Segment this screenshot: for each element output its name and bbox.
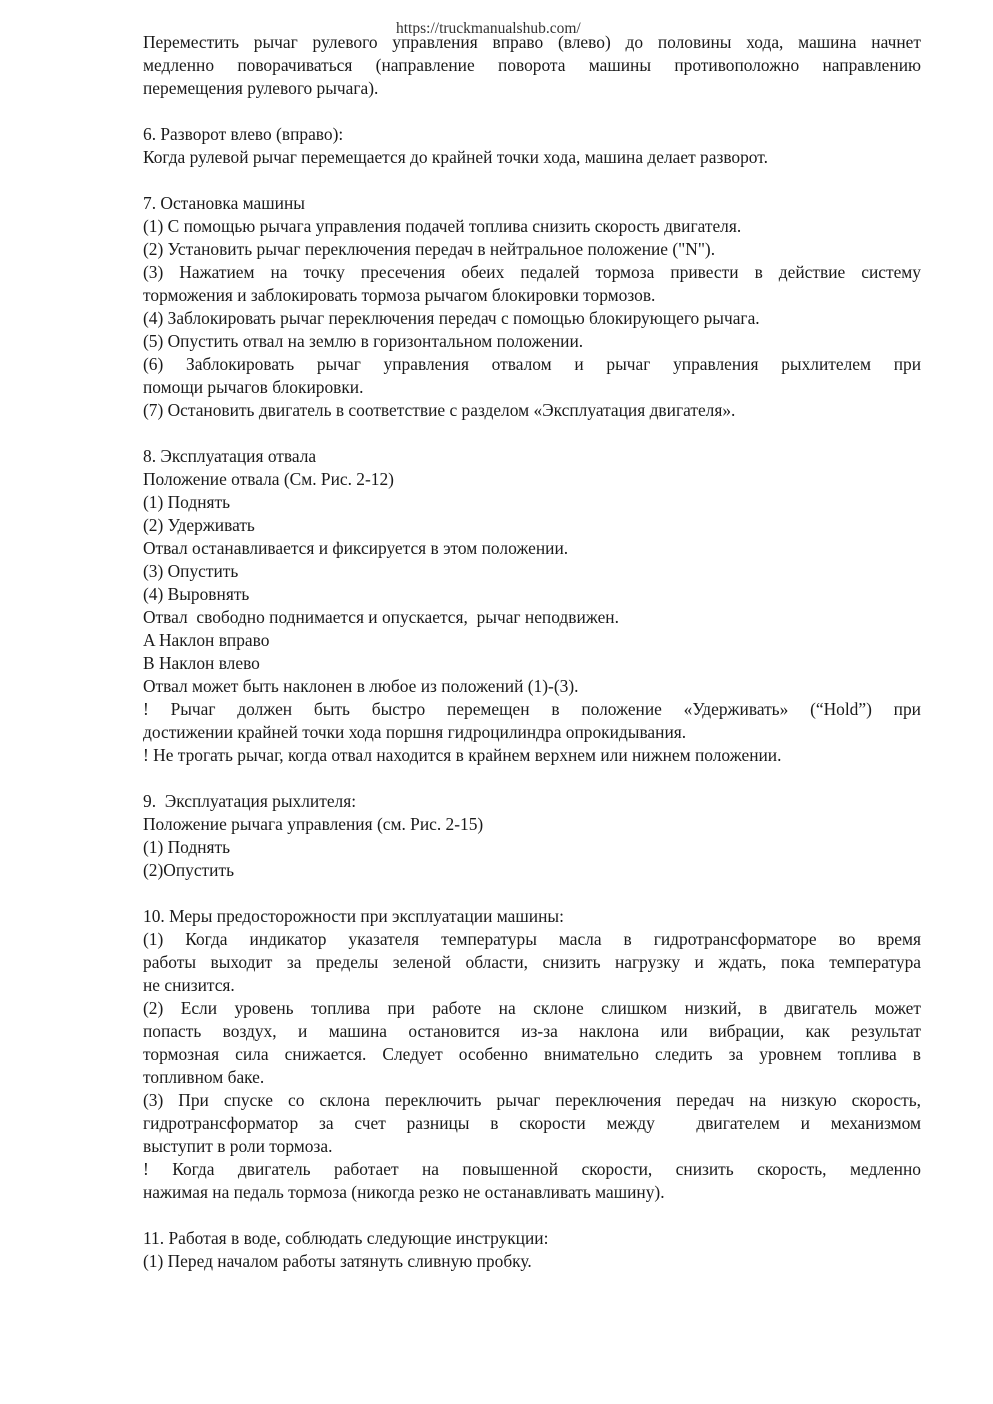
section-heading: 7. Остановка машины (143, 193, 305, 213)
text-line: попасть воздух, и машина остановится из-за наклона или вибрации, как результат (143, 1021, 921, 1041)
list-item: (1) С помощью рычага управления подачей топлива снизить скорость двигателя. (143, 216, 742, 236)
list-item: (4) Выровнять (143, 584, 250, 604)
list-item: (3) Нажатием на точку пресечения обеих педалей тормоза привести в действие систему (143, 262, 921, 282)
list-item: (1) Перед началом работы затянуть сливную пробку. (143, 1251, 532, 1271)
text-line: Отвал свободно поднимается и опускается, рычаг неподвижен. (143, 607, 619, 627)
list-item: (2) Установить рычаг переключения передач в нейтральное положение ("N"). (143, 239, 716, 259)
text-line: Когда рулевой рычаг перемещается до крайней точки хода, машина делает разворот. (143, 147, 768, 167)
list-item: (2)Опустить (143, 860, 234, 880)
list-item: B Наклон влево (143, 653, 260, 673)
text-line: Отвал останавливается и фиксируется в этом положении. (143, 538, 569, 558)
list-item: (5) Опустить отвал на землю в горизонтальном положении. (143, 331, 584, 351)
text-line: Положение отвала (См. Рис. 2-12) (143, 469, 394, 489)
text-line: помощи рычагов блокировки. (143, 377, 364, 397)
warning-line: ! Не трогать рычаг, когда отвал находится в крайнем верхнем или нижнем положении. (143, 745, 782, 765)
text-line: Переместить рычаг рулевого управления вправо (влево) до половины хода, машина начнет (143, 32, 921, 52)
list-item: (7) Остановить двигатель в соответствие с разделом «Эксплуатация двигателя». (143, 400, 736, 420)
list-item: (1) Поднять (143, 837, 231, 857)
list-item: (2) Удерживать (143, 515, 255, 535)
warning-line: ! Когда двигатель работает на повышенной скорости, снизить скорость, медленно (143, 1159, 921, 1179)
section-heading: 10. Меры предосторожности при эксплуатации машины: (143, 906, 564, 926)
section-heading: 9. Эксплуатация рыхлителя: (143, 791, 357, 811)
text-line: Отвал может быть наклонен в любое из положений (1)-(3). (143, 676, 579, 696)
text-line: торможения и заблокировать тормоза рычагом блокировки тормозов. (143, 285, 656, 305)
text-line: медленно поворачиваться (направление поворота машины противоположно направлению (143, 55, 921, 75)
section-heading: 6. Разворот влево (вправо): (143, 124, 344, 144)
text-line: не снизится. (143, 975, 235, 995)
section-heading: 8. Эксплуатация отвала (143, 446, 317, 466)
text-line: выступит в роли тормоза. (143, 1136, 333, 1156)
list-item: (6) Заблокировать рычаг управления отвалом и рычаг управления рыхлителем при (143, 354, 921, 374)
list-item: (1) Поднять (143, 492, 231, 512)
list-item: (3) Опустить (143, 561, 239, 581)
section-heading: 11. Работая в воде, соблюдать следующие инструкции: (143, 1228, 549, 1248)
list-item: (1) Когда индикатор указателя температуры масла в гидротрансформаторе во время (143, 929, 921, 949)
list-item: A Наклон вправо (143, 630, 270, 650)
source-url-watermark: https://truckmanualshub.com/ (396, 22, 581, 36)
warning-line: ! Рычаг должен быть быстро перемещен в положение «Удерживать» (“Hold”) при (143, 699, 921, 719)
list-item: (2) Если уровень топлива при работе на склоне слишком низкий, в двигатель может (143, 998, 921, 1018)
list-item: (3) При спуске со склона переключить рычаг переключения передач на низкую скорость, (143, 1090, 921, 1110)
text-line: тормозная сила снижается. Следует особенно внимательно следить за уровнем топлива в (143, 1044, 921, 1064)
page-body (143, 31, 921, 1273)
text-line: Положение рычага управления (см. Рис. 2-15) (143, 814, 484, 834)
list-item: (4) Заблокировать рычаг переключения передач с помощью блокирующего рычага. (143, 308, 760, 328)
text-line: достижении крайней точки хода поршня гидроцилиндра опрокидывания. (143, 722, 687, 742)
text-line: нажимая на педаль тормоза (никогда резко не останавливать машину). (143, 1182, 665, 1202)
text-line: гидротрансформатор за счет разницы в скорости между двигателем и механизмом (143, 1113, 921, 1133)
text-line: топливном баке. (143, 1067, 265, 1087)
text-line: перемещения рулевого рычага). (143, 78, 379, 98)
text-line: работы выходит за пределы зеленой области, снизить нагрузку и ждать, пока температура (143, 952, 921, 972)
